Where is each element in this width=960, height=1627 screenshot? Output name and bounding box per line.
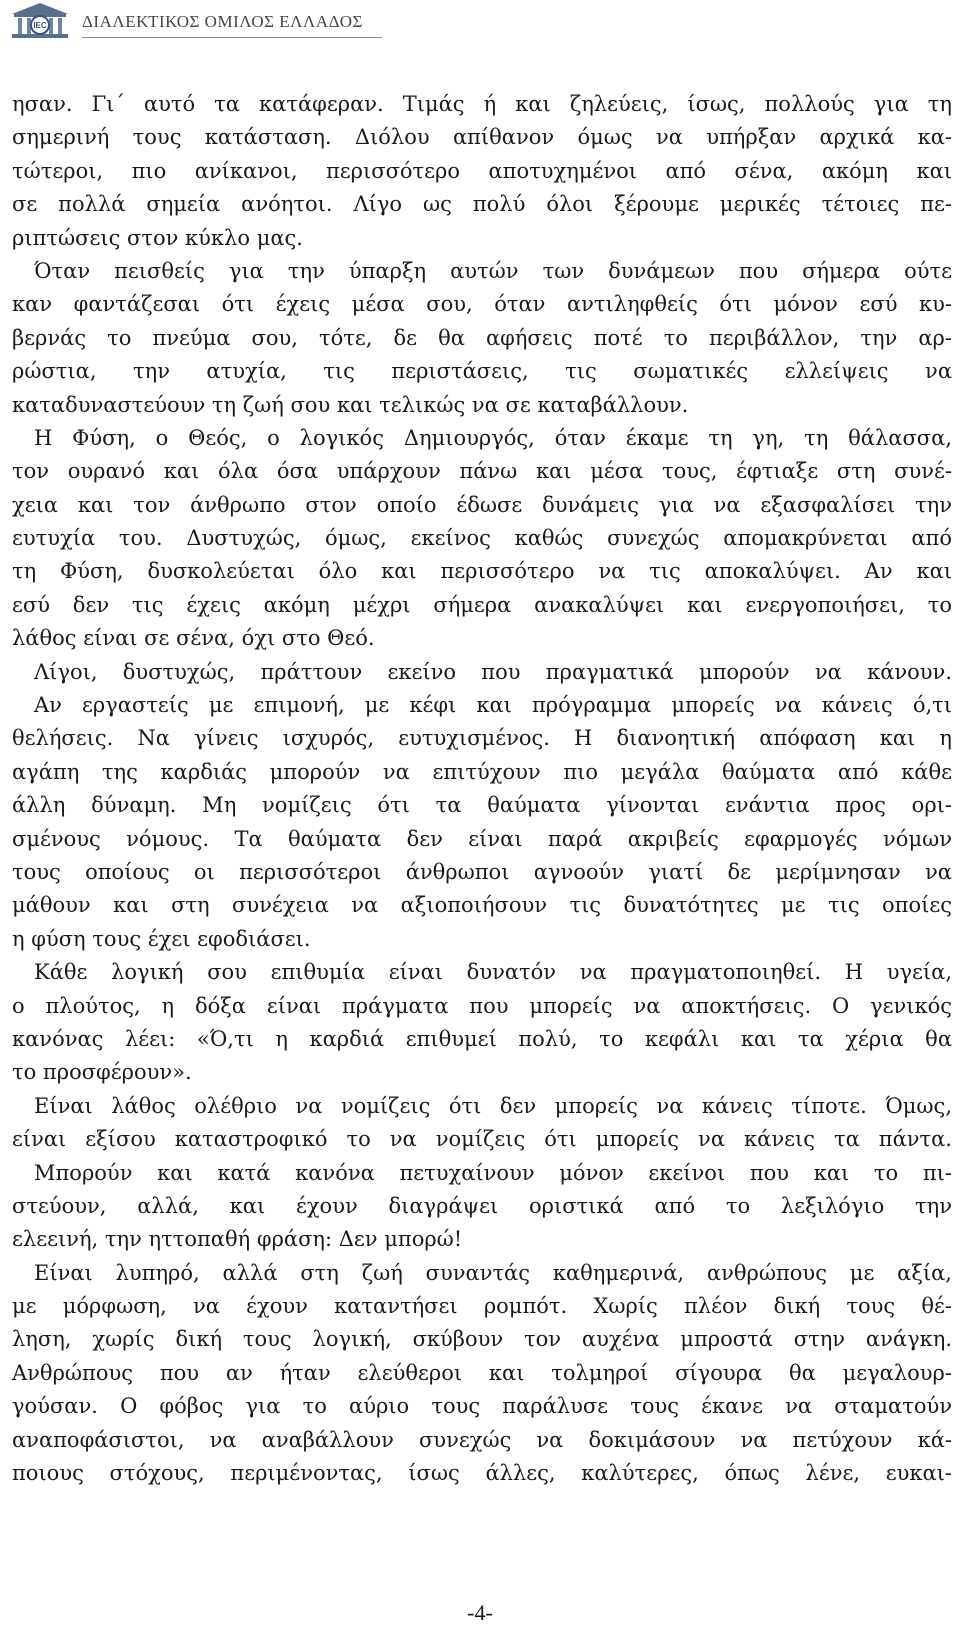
text-line: ησαν. Γι΄ αυτό τα κατάφεραν. Τιμάς ή και ζηλεύεις, ίσως, πολλούς για τη: [12, 92, 952, 116]
text-line: Όταν πεισθείς για την ύπαρξη αυτών των δυνάμεων που σήμερα ούτε: [34, 258, 952, 283]
text-line: τους οποίους οι περισσότεροι άνθρωποι αγνοούν γιατί δε μερίμνησαν να: [12, 859, 952, 884]
text-line: καν φαντάζεσαι ότι έχεις μέσα σου, όταν αντιληφθείς ότι μόνον εσύ κυ-: [12, 292, 952, 317]
text-line: Μπορούν και κατά κανόνα πετυχαίνουν μόνον εκείνοι που και το πι-: [34, 1160, 952, 1185]
page-header: [8, 2, 388, 42]
text-line: αναποφάσιστοι, να αναβάλλουν συνεχώς να δοκιμάσουν να πετύχουν κά-: [12, 1427, 952, 1452]
text-line: βερνάς το πνεύμα σου, τότε, δε θα αφήσεις ποτέ το περιβάλλον, την αρ-: [12, 325, 952, 350]
text-line: ρώστια, την ατυχία, τις περιστάσεις, τις σωματικές ελλείψεις να: [12, 359, 952, 384]
text-line: τον ουρανό και όλα όσα υπάρχουν πάνω και μέσα τους, έφτιαξε στη συνέ-: [12, 459, 952, 484]
text-line: χεια και τον άνθρωπο στον οποίο έδωσε δυνάμεις για να εξασφαλίσει την: [12, 492, 952, 517]
header-title: ΔΙΑΛΕΚΤΙΚΟΣ ΟΜΙΛΟΣ ΕΛΛΑΔΟΣ: [82, 12, 363, 31]
text-line: με μόρφωση, να έχουν καταντήσει ρομπότ. Χωρίς πλέον δική τους θέ-: [12, 1294, 952, 1319]
text-line: εσύ δεν τις έχεις ακόμη μέχρι σήμερα ανακαλύψει και ενεργοποιήσει, το: [12, 592, 952, 617]
text-line: Είναι λάθος ολέθριο να νομίζεις ότι δεν μπορείς να κάνεις τίποτε. Όμως,: [34, 1093, 952, 1118]
text-line: ριπτώσεις στον κύκλο μας.: [12, 225, 303, 250]
text-line: θελήσεις. Να γίνεις ισχυρός, ευτυχισμένος. Η διανοητική απόφαση και η: [12, 726, 952, 751]
text-line: άλλη δύναμη. Μη νομίζεις ότι τα θαύματα γίνονται ενάντια προς ορι-: [12, 793, 952, 818]
text-line: το προσφέρουν».: [12, 1060, 192, 1085]
text-line: σμένους νόμους. Τα θαύματα δεν είναι παρά ακριβείς εφαρμογές νόμων: [12, 826, 952, 851]
text-line: ευτυχία του. Δυστυχώς, όμως, εκείνος καθώς συνεχώς απομακρύνεται από: [12, 526, 952, 551]
page-number: -4-: [467, 1600, 493, 1625]
text-line: σε πολλά σημεία ανόητοι. Λίγο ως πολύ όλοι ξέρουμε μερικές τέτοιες πε-: [12, 192, 952, 217]
text-line: είναι εξίσου καταστροφικό το να νομίζεις ότι μπορείς να κάνεις τα πάντα.: [12, 1127, 952, 1152]
text-line: τώτεροι, πιο ανίκανοι, περισσότερο αποτυχημένοι από σένα, ακόμη και: [12, 158, 952, 183]
text-line: ληση, χωρίς δική τους λογική, σκύβουν τον αυχένα μπροστά στην ανάγκη.: [12, 1327, 952, 1352]
text-line: σημερινή τους κατάσταση. Διόλου απίθανον όμως να υπήρξαν αρχικά κα-: [12, 125, 952, 150]
body-text: [12, 88, 952, 1490]
text-line: καταδυναστεύουν τη ζωή σου και τελικώς να σε καταβάλλουν.: [12, 392, 689, 417]
text-line: Η Φύση, ο Θεός, ο λογικός Δημιουργός, όταν έκαμε τη γη, τη θάλασσα,: [34, 425, 952, 450]
text-line: λάθος είναι σε σένα, όχι στο Θεό.: [12, 626, 375, 651]
text-line: κανόνας λέει: «Ό,τι η καρδιά επιθυμεί πολύ, το κεφάλι και τα χέρια θα: [12, 1026, 952, 1051]
text-line: μάθουν και στη συνέχεια να αξιοποιήσουν τις δυνατότητες με τις οποίες: [12, 893, 952, 918]
text-line: Είναι λυπηρό, αλλά στη ζωή συναντάς καθημερινά, ανθρώπους με αξία,: [34, 1260, 952, 1285]
text-line: ο πλούτος, η δόξα είναι πράγματα που μπορείς να αποκτήσεις. Ο γενικός: [12, 993, 952, 1018]
logo-text: IEC: [33, 21, 47, 30]
text-line: ποιους στόχους, περιμένοντας, ίσως άλλες, καλύτερες, όπως λένε, ευκαι-: [12, 1461, 952, 1486]
text-line: Κάθε λογική σου επιθυμία είναι δυνατόν να πραγματοποιηθεί. Η υγεία,: [34, 960, 952, 985]
header-divider: [82, 37, 382, 38]
text-line: ελεεινή, την ηττοπαθή φράση: Δεν μπορώ!: [12, 1227, 463, 1252]
text-line: η φύση τους έχει εφοδιάσει.: [12, 926, 311, 951]
text-line: Αν εργαστείς με επιμονή, με κέφι και πρόγραμμα μπορείς να κάνεις ό,τι: [34, 693, 952, 718]
text-line: αγάπη της καρδιάς μπορούν να επιτύχουν πιο μεγάλα θαύματα από κάθε: [12, 759, 952, 784]
text-line: Λίγοι, δυστυχώς, πράττουν εκείνο που πραγματικά μπορούν να κάνουν.: [34, 659, 952, 684]
text-line: Ανθρώπους που αν ήταν ελεύθεροι και τολμηροί σίγουρα θα μεγαλουρ-: [12, 1360, 952, 1385]
text-line: τη Φύση, δυσκολεύεται όλο και περισσότερο να τις αποκαλύψει. Αν και: [12, 559, 952, 584]
text-line: στεύουν, αλλά, και έχουν διαγράψει οριστικά από το λεξιλόγιο την: [12, 1193, 952, 1218]
logo-icon: [8, 2, 72, 40]
text-line: γούσαν. Ο φόβος για το αύριο τους παράλυσε τους έκανε να σταματούν: [12, 1394, 952, 1419]
